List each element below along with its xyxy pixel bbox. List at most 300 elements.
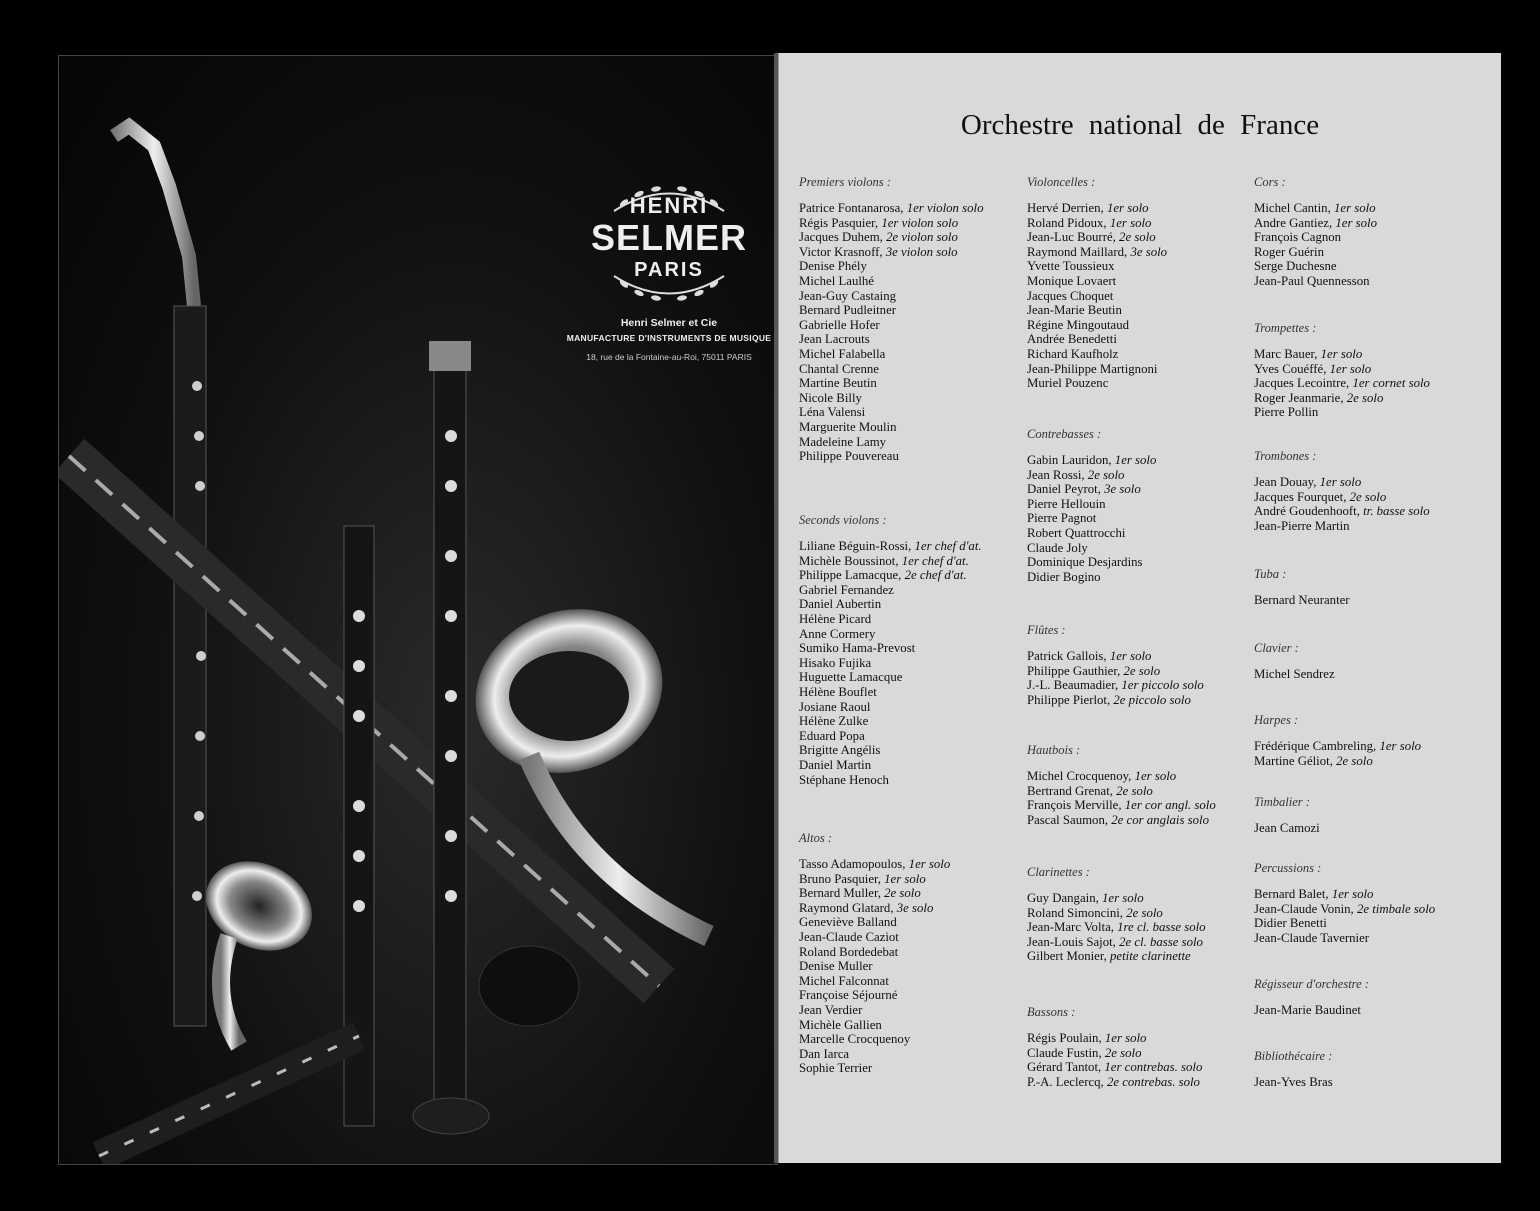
member-line bbox=[1254, 362, 1489, 377]
member-name: Léna Valensi bbox=[799, 405, 866, 420]
roster-section bbox=[1254, 321, 1489, 420]
member-line bbox=[1254, 1003, 1489, 1018]
member-name: Hisako Fujika bbox=[799, 655, 872, 670]
member-role: 1er solo bbox=[1109, 649, 1152, 663]
member-line bbox=[1027, 664, 1262, 679]
member-name: Daniel Aubertin bbox=[799, 597, 882, 612]
member-role: 1er solo bbox=[1109, 215, 1152, 230]
member-name: Régis Pasquier, bbox=[799, 215, 879, 230]
member-line bbox=[799, 1003, 1034, 1018]
member-name: Roger Guérin bbox=[1254, 244, 1325, 259]
member-role: 1er chef d'at. bbox=[914, 539, 982, 553]
member-line bbox=[799, 303, 1034, 318]
section-heading: Régisseur d'orchestre : bbox=[1254, 977, 1369, 991]
member-role: 1re cl. basse solo bbox=[1117, 920, 1206, 935]
member-name: Philippe Pouvereau bbox=[799, 449, 899, 464]
member-name: Brigitte Angélis bbox=[799, 743, 881, 758]
member-role: 1er solo bbox=[1102, 891, 1144, 905]
member-name: Jean-Claude Caziot bbox=[799, 929, 899, 944]
member-line bbox=[799, 743, 1034, 758]
member-line bbox=[1027, 482, 1262, 497]
member-name: Michel Crocquenoy, bbox=[1027, 769, 1132, 783]
member-name: Monique Lovaert bbox=[1027, 273, 1117, 288]
member-line bbox=[1027, 497, 1262, 512]
member-name: Tasso Adamopoulos, bbox=[799, 857, 906, 871]
member-name: Andre Gantiez, bbox=[1254, 215, 1333, 230]
member-line bbox=[1027, 318, 1262, 333]
member-line bbox=[799, 318, 1034, 333]
member-line bbox=[1027, 526, 1262, 541]
member-list bbox=[1027, 769, 1262, 827]
member-name: Martine Beutin bbox=[799, 376, 877, 391]
member-role: 2e solo bbox=[1104, 1045, 1142, 1060]
member-role: 2e violon solo bbox=[886, 230, 958, 245]
member-line bbox=[1254, 739, 1489, 754]
member-line bbox=[799, 685, 1034, 700]
selmer-brand-block bbox=[529, 181, 778, 362]
member-line bbox=[1254, 216, 1489, 231]
member-name: Jean-Paul Quennesson bbox=[1254, 273, 1370, 288]
roster-section bbox=[1254, 175, 1489, 289]
member-line bbox=[1027, 798, 1262, 813]
member-name: Roland Simoncini, bbox=[1027, 905, 1123, 920]
member-name: Marguerite Moulin bbox=[799, 419, 897, 434]
member-line bbox=[1254, 490, 1489, 505]
roster-section bbox=[1254, 1049, 1489, 1090]
member-list bbox=[1027, 453, 1262, 584]
member-role: 1er solo bbox=[1104, 1031, 1147, 1045]
member-name: Bernard Muller, bbox=[799, 886, 881, 901]
section-heading: Altos : bbox=[799, 831, 832, 845]
section-heading: Bassons : bbox=[1027, 1005, 1076, 1019]
member-role: 1er solo bbox=[1329, 361, 1372, 376]
member-name: Jacques Choquet bbox=[1027, 288, 1114, 303]
member-role: 1er solo bbox=[1114, 453, 1157, 467]
member-line bbox=[1027, 1075, 1262, 1090]
member-name: Denise Phély bbox=[799, 259, 867, 274]
member-name: Bernard Balet, bbox=[1254, 887, 1329, 901]
member-name: Didier Bogino bbox=[1027, 569, 1101, 584]
member-line bbox=[799, 612, 1034, 627]
left-page-selmer-ad bbox=[58, 55, 778, 1165]
member-name: Bertrand Grenat, bbox=[1027, 783, 1113, 798]
member-role: 2e timbale solo bbox=[1356, 901, 1436, 916]
member-list bbox=[1254, 347, 1489, 420]
member-name: Anne Cormery bbox=[799, 626, 876, 641]
member-name: Guy Dangain, bbox=[1027, 891, 1099, 905]
member-role: 1er solo bbox=[908, 857, 951, 871]
member-line bbox=[1254, 902, 1489, 917]
member-name: Jean-Pierre Martin bbox=[1254, 518, 1350, 533]
member-role: 1er solo bbox=[1134, 769, 1177, 783]
section-heading: Bibliothécaire : bbox=[1254, 1049, 1333, 1063]
member-name: Patrick Gallois, bbox=[1027, 649, 1107, 663]
member-line bbox=[799, 773, 1034, 788]
member-name: Hélène Bouflet bbox=[799, 684, 877, 699]
member-role: 2e solo bbox=[884, 886, 921, 901]
member-name: Jean-Yves Bras bbox=[1254, 1075, 1333, 1089]
member-list bbox=[1254, 887, 1489, 945]
member-name: Jean-Marie Baudinet bbox=[1254, 1003, 1361, 1017]
member-name: François Cagnon bbox=[1254, 230, 1342, 245]
member-line bbox=[799, 539, 1034, 554]
member-line bbox=[799, 347, 1034, 362]
member-role: 2e solo bbox=[1087, 467, 1125, 482]
member-line bbox=[799, 641, 1034, 656]
member-role: 1er piccolo solo bbox=[1121, 678, 1204, 693]
member-name: Gabrielle Hofer bbox=[799, 317, 880, 332]
roster-section bbox=[1027, 175, 1262, 391]
member-list bbox=[799, 539, 1034, 787]
logo-selmer: SELMER bbox=[590, 217, 747, 258]
member-name: Claude Fustin, bbox=[1027, 1045, 1102, 1060]
member-line bbox=[1027, 784, 1262, 799]
member-line bbox=[1254, 201, 1489, 216]
section-heading: Trombones : bbox=[1254, 449, 1317, 463]
member-line bbox=[799, 259, 1034, 274]
member-name: Pierre Pollin bbox=[1254, 405, 1319, 420]
selmer-logo bbox=[574, 181, 764, 301]
member-role: 2e solo bbox=[1349, 489, 1387, 504]
member-name: Marc Bauer, bbox=[1254, 347, 1318, 361]
member-name: Hervé Derrien, bbox=[1027, 201, 1104, 215]
member-role: 2e contrebas. solo bbox=[1106, 1074, 1200, 1089]
member-role: 1er solo bbox=[1320, 347, 1363, 361]
member-name: Jean-Claude Tavernier bbox=[1254, 930, 1370, 945]
member-name: Muriel Pouzenc bbox=[1027, 376, 1109, 391]
section-heading: Violoncelles : bbox=[1027, 175, 1096, 189]
member-line bbox=[799, 627, 1034, 642]
member-line bbox=[1027, 511, 1262, 526]
member-line bbox=[1254, 519, 1489, 534]
member-line bbox=[799, 216, 1034, 231]
member-line bbox=[1027, 678, 1262, 693]
section-heading: Premiers violons : bbox=[799, 175, 891, 189]
member-line bbox=[799, 758, 1034, 773]
section-heading: Cors : bbox=[1254, 175, 1286, 189]
member-role: 1er solo bbox=[1319, 475, 1362, 489]
member-line bbox=[1254, 475, 1489, 490]
member-name: Michèle Gallien bbox=[799, 1017, 882, 1032]
member-name: Bernard Neuranter bbox=[1254, 593, 1350, 607]
member-line bbox=[1254, 245, 1489, 260]
member-name: Raymond Glatard, bbox=[799, 900, 894, 915]
member-line bbox=[1027, 555, 1262, 570]
member-line bbox=[799, 915, 1034, 930]
member-name: Philippe Pierlot, bbox=[1027, 692, 1111, 707]
member-line bbox=[1027, 468, 1262, 483]
section-heading: Trompettes : bbox=[1254, 321, 1317, 335]
member-name: Gabriel Fernandez bbox=[799, 582, 894, 597]
member-name: André Goudenhooft, bbox=[1254, 504, 1360, 519]
member-line bbox=[799, 332, 1034, 347]
member-name: Victor Krasnoff, bbox=[799, 244, 883, 259]
member-line bbox=[799, 274, 1034, 289]
member-line bbox=[1027, 769, 1262, 784]
section-heading: Clavier : bbox=[1254, 641, 1299, 655]
member-role: 1er contrebas. solo bbox=[1104, 1060, 1203, 1075]
member-list bbox=[1254, 821, 1489, 836]
member-line bbox=[799, 583, 1034, 598]
section-heading: Hautbois : bbox=[1027, 743, 1081, 757]
member-line bbox=[1027, 332, 1262, 347]
member-name: Gilbert Monier, bbox=[1027, 949, 1107, 964]
member-name: Jean Douay, bbox=[1254, 475, 1317, 489]
member-line bbox=[1027, 303, 1262, 318]
member-line bbox=[1027, 1031, 1262, 1046]
member-name: Jacques Fourquet, bbox=[1254, 489, 1347, 504]
member-line bbox=[1254, 667, 1489, 682]
member-name: Michèle Boussinot, bbox=[799, 553, 899, 568]
roster-section bbox=[1254, 567, 1489, 608]
roster-section bbox=[799, 831, 1034, 1076]
member-role: 2e solo bbox=[1336, 753, 1373, 768]
member-name: P.-A. Leclercq, bbox=[1027, 1074, 1104, 1089]
member-line bbox=[1254, 230, 1489, 245]
member-line bbox=[1027, 891, 1262, 906]
member-line bbox=[799, 568, 1034, 583]
member-line bbox=[1027, 347, 1262, 362]
roster-section bbox=[1254, 713, 1489, 768]
member-role: petite clarinette bbox=[1110, 949, 1191, 964]
member-line bbox=[799, 435, 1034, 450]
member-line bbox=[1027, 693, 1262, 708]
section-heading: Timbalier : bbox=[1254, 795, 1310, 809]
member-name: Roger Jeanmarie, bbox=[1254, 390, 1344, 405]
member-line bbox=[799, 930, 1034, 945]
member-name: Serge Duchesne bbox=[1254, 259, 1337, 274]
member-name: Michel Laulhé bbox=[799, 273, 874, 288]
member-name: Régine Mingoutaud bbox=[1027, 317, 1130, 332]
member-line bbox=[1254, 504, 1489, 519]
section-heading: Percussions : bbox=[1254, 861, 1322, 875]
member-line bbox=[1027, 201, 1262, 216]
member-line bbox=[1027, 570, 1262, 585]
company-name: Henri Selmer et Cie bbox=[620, 317, 718, 329]
member-line bbox=[799, 376, 1034, 391]
member-list bbox=[1254, 667, 1489, 682]
member-line bbox=[799, 405, 1034, 420]
member-list bbox=[799, 857, 1034, 1076]
member-line bbox=[799, 1061, 1034, 1076]
member-name: Roland Pidoux, bbox=[1027, 215, 1107, 230]
member-list bbox=[1027, 1031, 1262, 1089]
member-line bbox=[1027, 649, 1262, 664]
member-name: Eduard Popa bbox=[799, 728, 865, 743]
member-line bbox=[1027, 376, 1262, 391]
member-role: 3e violon solo bbox=[885, 244, 958, 259]
member-line bbox=[1027, 259, 1262, 274]
roster-section bbox=[1254, 449, 1489, 533]
member-line bbox=[799, 988, 1034, 1003]
member-line bbox=[799, 857, 1034, 872]
member-role: 1er solo bbox=[884, 871, 926, 886]
roster-section bbox=[1027, 427, 1262, 584]
member-list bbox=[1027, 891, 1262, 964]
member-line bbox=[799, 656, 1034, 671]
member-line bbox=[799, 729, 1034, 744]
member-line bbox=[799, 230, 1034, 245]
member-name: Daniel Martin bbox=[799, 757, 872, 772]
member-name: Gabin Lauridon, bbox=[1027, 453, 1112, 467]
member-line bbox=[1027, 1060, 1262, 1075]
member-line bbox=[799, 201, 1034, 216]
member-name: Liliane Béguin-Rossi, bbox=[799, 539, 912, 553]
logo-paris: PARIS bbox=[634, 259, 704, 281]
member-name: Bruno Pasquier, bbox=[799, 871, 881, 886]
member-name: François Merville, bbox=[1027, 798, 1122, 813]
member-role: 2e chef d'at. bbox=[904, 568, 967, 583]
member-line bbox=[1254, 1075, 1489, 1090]
member-role: 2e piccolo solo bbox=[1113, 692, 1191, 707]
member-role: 2e solo bbox=[1123, 663, 1161, 678]
member-role: 1er violon solo bbox=[906, 201, 984, 215]
member-name: Josiane Raoul bbox=[799, 699, 871, 714]
section-heading: Tuba : bbox=[1254, 567, 1287, 581]
member-role: 3e solo bbox=[1104, 482, 1141, 497]
member-line bbox=[799, 1018, 1034, 1033]
member-name: Pierre Pagnot bbox=[1027, 511, 1097, 526]
member-name: Madeleine Lamy bbox=[799, 434, 887, 449]
section-heading: Flûtes : bbox=[1027, 623, 1066, 637]
member-line bbox=[799, 886, 1034, 901]
member-line bbox=[1027, 216, 1262, 231]
member-name: Patrice Fontanarosa, bbox=[799, 201, 904, 215]
member-line bbox=[1254, 347, 1489, 362]
member-name: Stéphane Henoch bbox=[799, 772, 889, 787]
member-name: Nicole Billy bbox=[799, 390, 862, 405]
member-line bbox=[1027, 541, 1262, 556]
roster-section bbox=[1254, 977, 1489, 1018]
member-line bbox=[799, 391, 1034, 406]
member-role: 1er solo bbox=[1106, 201, 1149, 215]
roster-section bbox=[1254, 861, 1489, 945]
member-name: Jean-Philippe Martignoni bbox=[1027, 361, 1158, 376]
member-name: Jean-Marie Beutin bbox=[1027, 303, 1122, 318]
section-heading: Contrebasses : bbox=[1027, 427, 1102, 441]
member-role: tr. basse solo bbox=[1363, 504, 1430, 519]
member-role: 1er solo bbox=[1379, 739, 1422, 753]
member-name: Huguette Lamacque bbox=[799, 670, 903, 685]
roster-section bbox=[799, 513, 1034, 787]
member-name: Martine Géliot, bbox=[1254, 753, 1333, 768]
member-role: 1er chef d'at. bbox=[901, 553, 969, 568]
member-line bbox=[1027, 813, 1262, 828]
member-line bbox=[799, 945, 1034, 960]
roster-section bbox=[799, 175, 1034, 464]
member-line bbox=[799, 901, 1034, 916]
member-name: Robert Quattrocchi bbox=[1027, 525, 1126, 540]
member-name: Jean Camozi bbox=[1254, 821, 1320, 835]
member-list bbox=[1254, 475, 1489, 533]
member-name: Jacques Duhem, bbox=[799, 230, 883, 245]
member-line bbox=[1027, 453, 1262, 468]
member-name: Philippe Gauthier, bbox=[1027, 663, 1121, 678]
member-name: Pascal Saumon, bbox=[1027, 812, 1109, 827]
member-line bbox=[1027, 230, 1262, 245]
member-line bbox=[1254, 376, 1489, 391]
member-name: Sumiko Hama-Prevost bbox=[799, 641, 916, 656]
member-line bbox=[1254, 916, 1489, 931]
member-list bbox=[1254, 739, 1489, 768]
member-line bbox=[1254, 821, 1489, 836]
member-line bbox=[799, 1047, 1034, 1062]
member-list bbox=[1254, 1003, 1489, 1018]
member-name: Roland Bordedebat bbox=[799, 944, 899, 959]
member-line bbox=[799, 670, 1034, 685]
member-name: Raymond Maillard, bbox=[1027, 244, 1128, 259]
member-line bbox=[1254, 274, 1489, 289]
page-title: Orchestre national de France bbox=[960, 109, 1320, 141]
member-role: 1er solo bbox=[1333, 201, 1376, 215]
member-list bbox=[1254, 1075, 1489, 1090]
member-name: Michel Falconnat bbox=[799, 973, 889, 988]
member-role: 1er cornet solo bbox=[1352, 376, 1430, 391]
member-name: Jacques Lecointre, bbox=[1254, 376, 1350, 391]
member-line bbox=[799, 714, 1034, 729]
member-name: Daniel Peyrot, bbox=[1027, 482, 1101, 497]
member-list bbox=[1254, 201, 1489, 289]
member-name: Jean-Luc Bourré, bbox=[1027, 230, 1116, 245]
member-role: 2e solo bbox=[1119, 230, 1156, 245]
company-tagline: MANUFACTURE D'INSTRUMENTS DE MUSIQUE bbox=[566, 333, 772, 343]
member-name: Jean-Guy Castaing bbox=[799, 288, 897, 303]
member-role: 2e cor anglais solo bbox=[1111, 812, 1210, 827]
member-name: Yvette Toussieux bbox=[1027, 259, 1115, 274]
member-name: Marcelle Crocquenoy bbox=[799, 1032, 911, 1047]
roster-section bbox=[1027, 1005, 1262, 1089]
roster-section bbox=[1027, 865, 1262, 964]
member-line bbox=[1254, 593, 1489, 608]
member-name: Yves Couéffé, bbox=[1254, 361, 1327, 376]
member-line bbox=[1254, 405, 1489, 420]
member-name: Michel Cantin, bbox=[1254, 201, 1331, 215]
member-line bbox=[1027, 362, 1262, 377]
member-role: 1er solo bbox=[1331, 887, 1374, 901]
member-line bbox=[1254, 887, 1489, 902]
member-role: 1er violon solo bbox=[881, 215, 959, 230]
member-line bbox=[1027, 1046, 1262, 1061]
member-line bbox=[1027, 920, 1262, 935]
member-line bbox=[799, 959, 1034, 974]
member-role: 2e solo bbox=[1126, 905, 1163, 920]
member-name: Régis Poulain, bbox=[1027, 1031, 1102, 1045]
member-line bbox=[799, 362, 1034, 377]
member-role: 2e solo bbox=[1346, 390, 1384, 405]
member-line bbox=[799, 872, 1034, 887]
roster-section bbox=[1254, 641, 1489, 682]
member-name: Didier Benetti bbox=[1254, 916, 1327, 931]
member-name: Jean Rossi, bbox=[1027, 467, 1085, 482]
member-name: Jean-Claude Vonin, bbox=[1254, 901, 1354, 916]
roster-section bbox=[1027, 743, 1262, 827]
member-name: Frédérique Cambreling, bbox=[1254, 739, 1377, 753]
member-line bbox=[799, 420, 1034, 435]
member-name: Chantal Crenne bbox=[799, 361, 879, 376]
member-name: Jean-Louis Sajot, bbox=[1027, 934, 1116, 949]
member-name: Sophie Terrier bbox=[799, 1061, 873, 1076]
member-name: Geneviève Balland bbox=[799, 915, 897, 930]
member-list bbox=[1254, 593, 1489, 608]
member-line bbox=[1254, 259, 1489, 274]
member-name: Jean Lacrouts bbox=[799, 332, 870, 347]
member-line bbox=[1027, 245, 1262, 260]
member-role: 1er solo bbox=[1335, 215, 1377, 230]
member-name: J.-L. Beaumadier, bbox=[1027, 678, 1119, 693]
member-name: Gérard Tantot, bbox=[1027, 1060, 1102, 1075]
member-list bbox=[799, 201, 1034, 464]
member-name: Jean-Marc Volta, bbox=[1027, 920, 1114, 935]
